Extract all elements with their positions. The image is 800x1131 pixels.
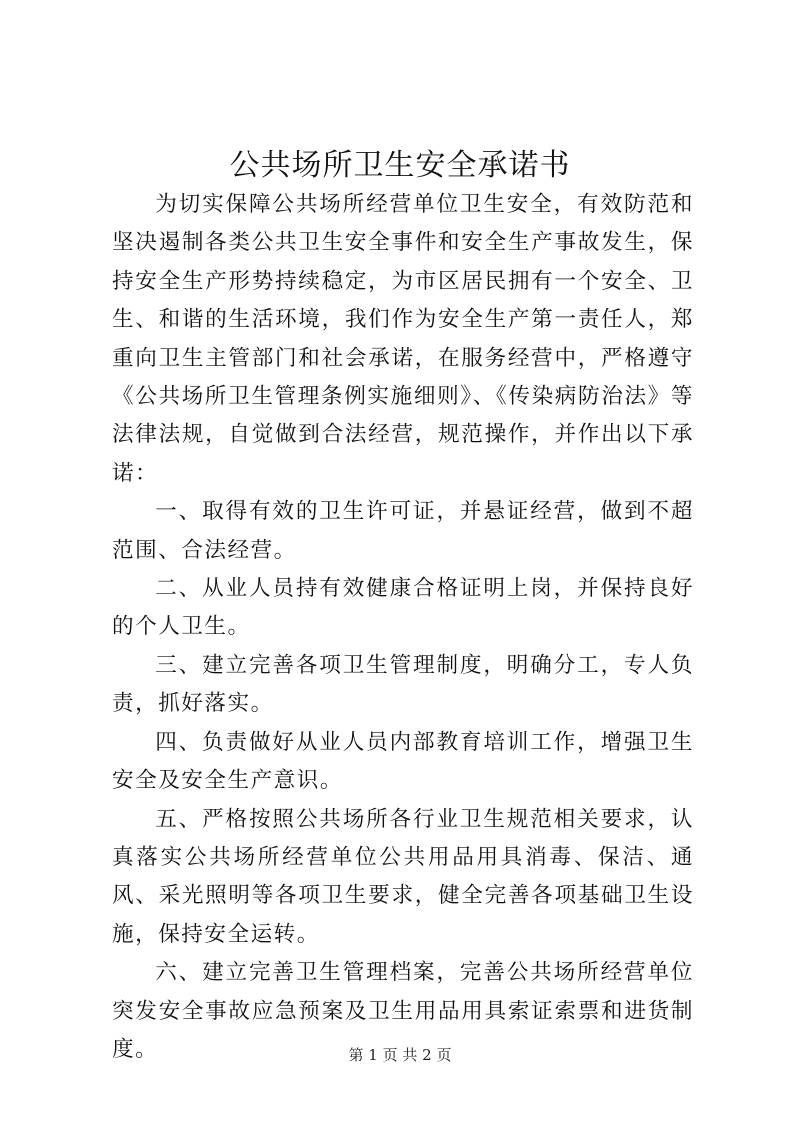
paragraph-commitment-1: 一、取得有效的卫生许可证，并悬证经营，做到不超范围、合法经营。 <box>112 499 694 563</box>
paragraph-commitment-5: 五、严格按照公共场所各行业卫生规范相关要求，认真落实公共场所经营单位公共用品用具消毒、保洁、通风、采光照明等各项卫生要求，健全完善各项基础卫生设施，保持安全运转。 <box>112 806 694 947</box>
paragraph-intro: 为切实保障公共场所经营单位卫生安全，有效防范和坚决遏制各类公共卫生安全事件和安全生产事故发生，保持安全生产形势持续稳定，为市区居民拥有一个安全、卫生、和谐的生活环境，我们作为安全生产第一责任人，郑重向卫生主管部门和社会承诺，在服务经营中，严格遵守《公共场所卫生管理条例实施细则》、《传染病防治法》等法律法规，自觉做到合法经营，规范操作，并作出以下承诺： <box>112 192 694 486</box>
paragraph-commitment-4: 四、负责做好从业人员内部教育培训工作，增强卫生安全及安全生产意识。 <box>112 729 694 794</box>
page-number-footer: 第 1 页 共 2 页 <box>348 1046 452 1064</box>
document-body <box>112 186 694 1069</box>
paragraph-commitment-6: 六、建立完善卫生管理档案，完善公共场所经营单位突发安全事故应急预案及卫生用品用具索证索票和进货制度。 <box>112 960 694 1062</box>
paragraph-commitment-2: 二、从业人员持有效健康合格证明上岗，并保持良好的个人卫生。 <box>112 576 694 640</box>
paragraph-commitment-3: 三、建立完善各项卫生管理制度，明确分工，专人负责，抓好落实。 <box>112 652 694 717</box>
document-title: 公共场所卫生安全承诺书 <box>229 148 571 183</box>
